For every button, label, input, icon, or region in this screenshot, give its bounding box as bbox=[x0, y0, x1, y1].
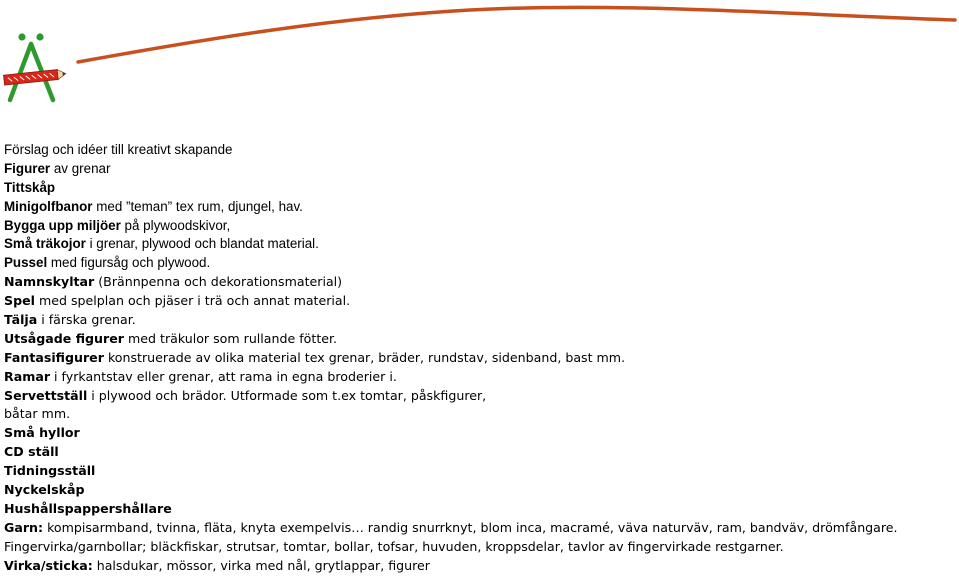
idea-line bbox=[4, 160, 954, 179]
idea-line bbox=[4, 424, 954, 443]
idea-line bbox=[4, 443, 954, 462]
idea-line bbox=[4, 462, 954, 481]
idea-title: CD ställ bbox=[4, 444, 59, 460]
idea-description: Fingervirka/garnbollar; bläckfiskar, strutsar, tomtar, bollar, tofsar, huvuden, kroppsdelar, tavlor av fingervirkade restgarner. bbox=[4, 538, 784, 554]
idea-line bbox=[4, 292, 954, 311]
idea-title: Fantasifigurer bbox=[4, 349, 104, 365]
idea-title: Nyckelskåp bbox=[4, 482, 85, 498]
idea-description: med träkulor som rullande fötter. bbox=[123, 330, 338, 346]
idea-line bbox=[4, 405, 954, 424]
idea-title: Spel bbox=[4, 293, 35, 309]
idea-line bbox=[4, 235, 954, 254]
idea-title: Tälja bbox=[4, 312, 38, 328]
idea-title: Bygga upp miljöer bbox=[4, 217, 121, 233]
idea-title: Servettställ bbox=[4, 387, 88, 403]
idea-line bbox=[4, 519, 954, 538]
idea-line bbox=[4, 330, 954, 349]
idea-description: i fyrkantstav eller grenar, att rama in egna broderier i. bbox=[50, 368, 397, 384]
idea-line bbox=[4, 217, 954, 236]
idea-line bbox=[4, 538, 954, 557]
idea-description: kompisarmband, tvinna, fläta, knyta exempelvis… randig snurrknyt, blom inca, macramé, väva naturväv, ram, bandväv, drömfångare. bbox=[43, 519, 898, 535]
logo bbox=[0, 26, 70, 104]
idea-title: Ramar bbox=[4, 368, 51, 384]
idea-description: i färska grenar. bbox=[37, 312, 136, 328]
idea-description: med spelplan och pjäser i trä och annat material. bbox=[34, 293, 351, 309]
idea-description: med ”teman” tex rum, djungel, hav. bbox=[92, 198, 303, 214]
idea-title: Utsågade figurer bbox=[4, 330, 124, 346]
idea-description: halsdukar, mössor, virka med nål, grytlappar, figurer bbox=[92, 557, 430, 573]
idea-title: Tidningsställ bbox=[4, 463, 96, 479]
idea-description: på plywoodskivor, bbox=[120, 217, 231, 233]
idea-line bbox=[4, 273, 954, 292]
idea-line bbox=[4, 368, 954, 387]
idea-list bbox=[4, 141, 954, 575]
idea-line bbox=[4, 500, 954, 519]
idea-line bbox=[4, 311, 954, 330]
idea-title: Små träkojor bbox=[4, 236, 86, 252]
idea-title: Virka/sticka: bbox=[4, 557, 93, 573]
idea-line bbox=[4, 349, 954, 368]
idea-title: Namnskyltar bbox=[4, 274, 95, 290]
idea-description: (Brännpenna och dekorationsmaterial) bbox=[94, 274, 343, 290]
idea-line bbox=[4, 179, 954, 198]
idea-description: båtar mm. bbox=[4, 406, 71, 422]
idea-title: Garn: bbox=[4, 519, 44, 535]
idea-title: Hushållspappershållare bbox=[4, 500, 172, 516]
idea-description: av grenar bbox=[50, 160, 111, 176]
idea-line bbox=[4, 198, 954, 217]
idea-title: Tittskåp bbox=[4, 179, 56, 195]
idea-line bbox=[4, 481, 954, 500]
idea-description: Förslag och idéer till kreativt skapande bbox=[4, 142, 233, 157]
idea-line bbox=[4, 141, 954, 160]
idea-line bbox=[4, 254, 954, 273]
idea-title: Figurer bbox=[4, 160, 51, 176]
idea-title: Små hyllor bbox=[4, 425, 80, 441]
idea-description: i plywood och brädor. Utformade som t.ex tomtar, påskfigurer, bbox=[87, 387, 487, 403]
idea-line bbox=[4, 557, 954, 576]
idea-description: i grenar, plywood och blandat material. bbox=[85, 236, 319, 252]
idea-title: Minigolfbanor bbox=[4, 198, 93, 214]
idea-title: Pussel bbox=[4, 255, 48, 271]
header-swoosh-decoration bbox=[0, 0, 959, 70]
idea-description: konstruerade av olika material tex grenar, bräder, rundstav, sidenband, bast mm. bbox=[103, 349, 626, 365]
logo-pencil-a-icon bbox=[0, 26, 70, 104]
idea-line bbox=[4, 387, 954, 406]
idea-description: med figursåg och plywood. bbox=[47, 255, 211, 271]
